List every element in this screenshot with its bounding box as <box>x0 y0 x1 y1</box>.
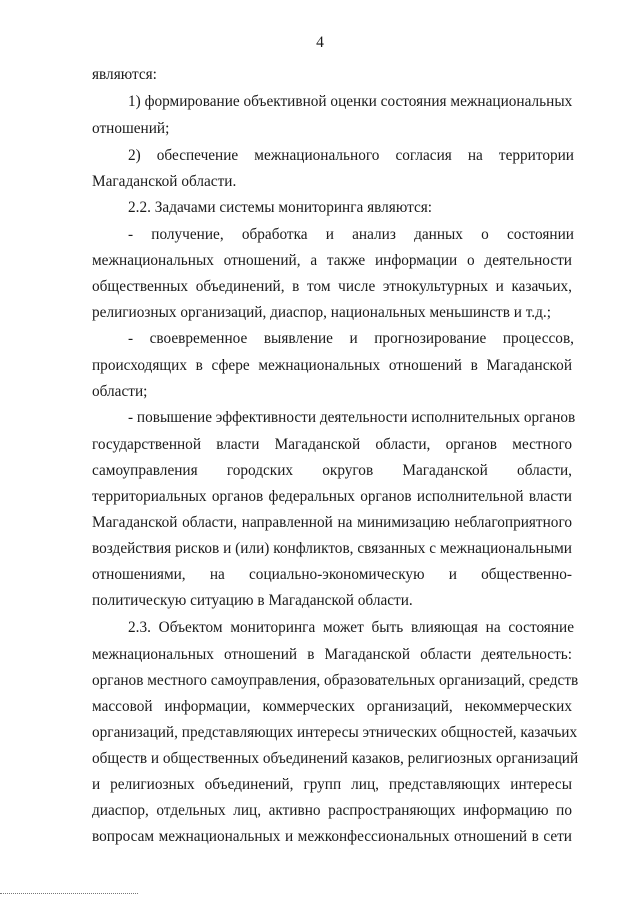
text-line: межнациональных отношений, а также информации о деятельности <box>92 252 572 269</box>
text-line: и религиозных объединений, групп лиц, представляющих интересы <box>92 776 572 793</box>
text-line: происходящих в сфере межнациональных отношений в Магаданской <box>92 357 572 374</box>
text-line: Магаданской области, направленной на минимизацию неблагоприятного <box>92 514 572 531</box>
text-line: массовой информации, коммерческих организаций, некоммерческих <box>92 698 572 715</box>
text-line: политическую ситуацию в Магаданской области. <box>92 592 413 609</box>
text-line: - получение, обработка и анализ данных о состоянии <box>128 226 574 243</box>
text-line: диаспор, отдельных лиц, активно распространяющих информацию по <box>92 802 572 819</box>
text-line: Магаданской области. <box>92 173 237 190</box>
text-line: отношениями, на социально-экономическую и общественно- <box>92 566 572 583</box>
page-number: 4 <box>316 34 324 51</box>
text-line: религиозных организаций, диаспор, национальных меньшинств и т.д.; <box>92 304 551 321</box>
text-line: обществ и общественных объединений казаков, религиозных организаций <box>92 750 579 767</box>
text-line: самоуправления городских округов Магаданской области, <box>92 462 572 479</box>
text-line: вопросам межнациональных и межконфессиональных отношений в сети <box>92 828 572 845</box>
text-line: государственной власти Магаданской области, органов местного <box>92 436 572 453</box>
text-line: общественных объединений, в том числе этнокультурных и казачьих, <box>92 278 572 295</box>
text-line: 2.2. Задачами системы мониторинга являются: <box>128 199 433 216</box>
text-line: - повышение эффективности деятельности исполнительных органов <box>128 409 576 426</box>
text-line: воздействия рисков и (или) конфликтов, связанных с межнациональными <box>92 540 572 557</box>
text-line: организаций, представляющих интересы этнических общностей, казачьих <box>92 724 578 741</box>
footer-rule <box>0 893 138 894</box>
text-line: области; <box>92 383 148 400</box>
text-line: - своевременное выявление и прогнозирование процессов, <box>128 330 574 347</box>
text-line: межнациональных отношений в Магаданской области деятельность: <box>92 646 572 663</box>
text-line: территориальных органов федеральных органов исполнительной власти <box>92 488 572 505</box>
text-line: 2.3. Объектом мониторинга может быть влияющая на состояние <box>128 619 574 636</box>
text-line: органов местного самоуправления, образовательных организаций, средств <box>92 672 579 689</box>
text-line: отношений; <box>92 120 170 137</box>
text-line: 1) формирование объективной оценки состояния межнациональных <box>128 93 573 110</box>
text-line: 2) обеспечение межнационального согласия на территории <box>128 147 574 164</box>
text-line: являются: <box>92 66 157 83</box>
